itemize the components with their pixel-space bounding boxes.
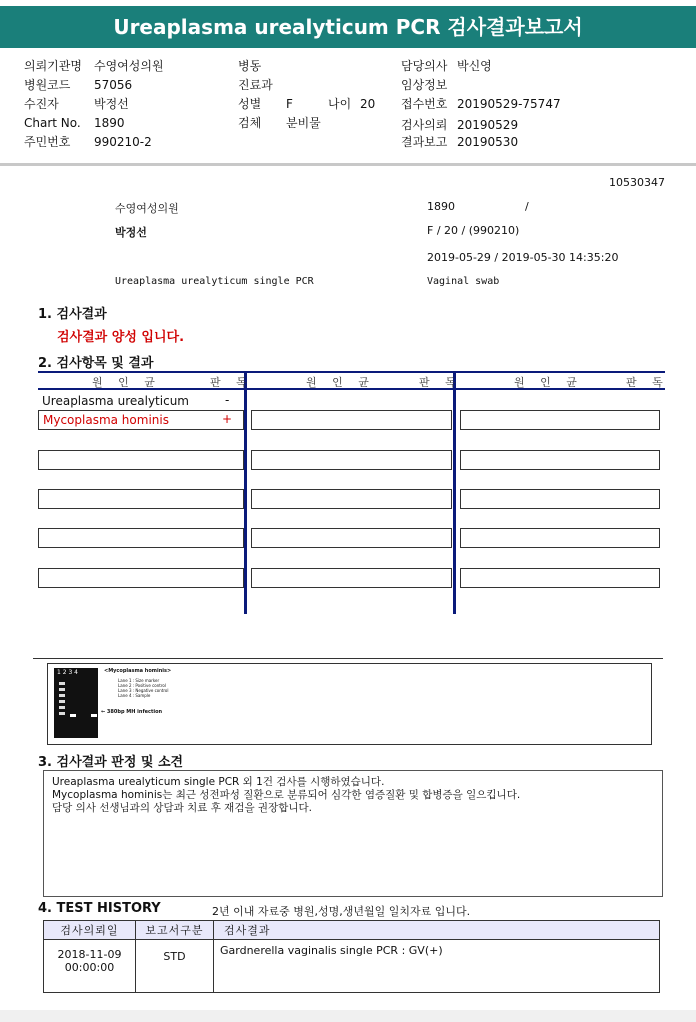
section-1-title: 1. 검사결과 [38, 307, 107, 322]
info-row-age: 나이 20 [328, 97, 376, 111]
info-row: 검체 분비물 [238, 116, 321, 130]
info-row: 성별 F [238, 97, 293, 111]
specimen: Vaginal swab [427, 276, 500, 287]
section-3-title: 3. 검사결과 판정 및 소견 [38, 755, 184, 770]
result-cell [460, 528, 660, 548]
col-header-pathogen: 원 인 균 [306, 376, 375, 389]
history-type: STD [136, 940, 214, 993]
result-cell [460, 568, 660, 588]
sex-age: F / 20 / (990210) [427, 224, 520, 237]
clinic-name: 수영여성의원 [115, 202, 179, 215]
gel-lane [91, 678, 97, 736]
result-cell [251, 568, 452, 588]
result-cell [38, 489, 244, 509]
opinion-line: Ureaplasma urealyticum single PCR 외 1건 검사를 시행하였습니다. [52, 776, 385, 788]
history-date: 2018-11-09 00:00:00 [44, 940, 136, 993]
result-cell [460, 410, 660, 430]
report-title: Ureaplasma urealyticum PCR 검사결과보고서 [0, 6, 696, 48]
history-col-header: 검사결과 [214, 921, 660, 940]
info-row: 담당의사 박신영 [401, 59, 492, 73]
info-row: 결과보고 20190530 [401, 135, 519, 149]
result-cell [38, 450, 244, 470]
opinion-line: 담당 의사 선생님과의 상담과 치료 후 재검을 권장합니다. [52, 802, 312, 814]
result-cell [38, 528, 244, 548]
gel-title: <Mycoplasma hominis> [104, 668, 172, 674]
info-row: 검사의뢰 20190529 [401, 118, 519, 132]
history-result: Gardnerella vaginalis single PCR : GV(+) [214, 940, 660, 993]
info-row: Chart No. 1890 [24, 116, 125, 130]
gel-image [54, 668, 98, 738]
info-row: 임상정보 [401, 78, 448, 92]
pathogen-result: - [225, 393, 230, 407]
report-code: 10530347 [609, 176, 665, 189]
col-header-judge: 판 독 [626, 376, 669, 389]
gel-lane [81, 678, 87, 736]
col-header-judge: 판 독 [210, 376, 253, 389]
result-cell [38, 568, 244, 588]
grid-divider [453, 371, 456, 614]
test-name: Ureaplasma urealyticum single PCR [115, 276, 314, 287]
result-cell [251, 450, 452, 470]
grid-top-line [38, 371, 665, 373]
divider [0, 163, 696, 166]
info-row: 접수번호 20190529-75747 [401, 97, 561, 111]
history-col-header: 검사의뢰일 [44, 921, 136, 940]
info-row: 병동 [238, 59, 262, 73]
gel-legend: Lane 1 : Size marker Lane 2 : Positive control Lane 3 : Negative control Lane 4 : Sample [118, 678, 169, 698]
info-row: 주민번호 990210-2 [24, 135, 152, 149]
opinion-line: Mycoplasma hominis는 최근 성전파성 질환으로 분류되어 심각한 염증질환 및 합병증을 일으킵니다. [52, 789, 521, 801]
chart-number: 1890 [427, 200, 455, 213]
request-report-dates: 2019-05-29 / 2019-05-30 14:35:20 [427, 251, 619, 264]
overall-result: 검사결과 양성 입니다. [57, 330, 185, 345]
slash: / [525, 200, 529, 213]
gel-electrophoresis-box [47, 663, 652, 745]
result-cell [460, 489, 660, 509]
pathogen-name: Mycoplasma hominis [43, 413, 169, 427]
gel-lane [59, 678, 65, 736]
col-header-judge: 판 독 [419, 376, 462, 389]
col-header-pathogen: 원 인 균 [514, 376, 583, 389]
table-row [44, 940, 660, 993]
info-row: 수진자 박정선 [24, 97, 129, 111]
opinion-box [43, 770, 663, 897]
result-cell [251, 528, 452, 548]
col-header-pathogen: 원 인 균 [92, 376, 161, 389]
result-cell [460, 450, 660, 470]
gel-lane-numbers: 1 2 3 4 [57, 669, 78, 676]
info-row: 진료과 [238, 78, 273, 92]
gel-band-label: ← 380bp MH infection [101, 709, 163, 715]
gel-lane [70, 678, 76, 736]
history-col-header: 보고서구분 [136, 921, 214, 940]
history-table [43, 920, 660, 993]
patient-name: 박정선 [115, 226, 147, 239]
bottom-bar [0, 1010, 696, 1022]
info-row: 병원코드 57056 [24, 78, 133, 92]
section-2-title: 2. 검사항목 및 결과 [38, 356, 154, 371]
history-note: 2년 이내 자료중 병원,성명,생년월일 일치자료 입니다. [212, 905, 471, 918]
section-4-title: 4. TEST HISTORY [38, 901, 161, 916]
gel-top-line [33, 658, 663, 659]
pathogen-result: + [222, 412, 233, 426]
grid-divider [244, 371, 247, 614]
result-cell [251, 410, 452, 430]
info-row: 의뢰기관명 수영여성의원 [24, 59, 164, 73]
result-cell [251, 489, 452, 509]
pathogen-name: Ureaplasma urealyticum [42, 394, 189, 408]
